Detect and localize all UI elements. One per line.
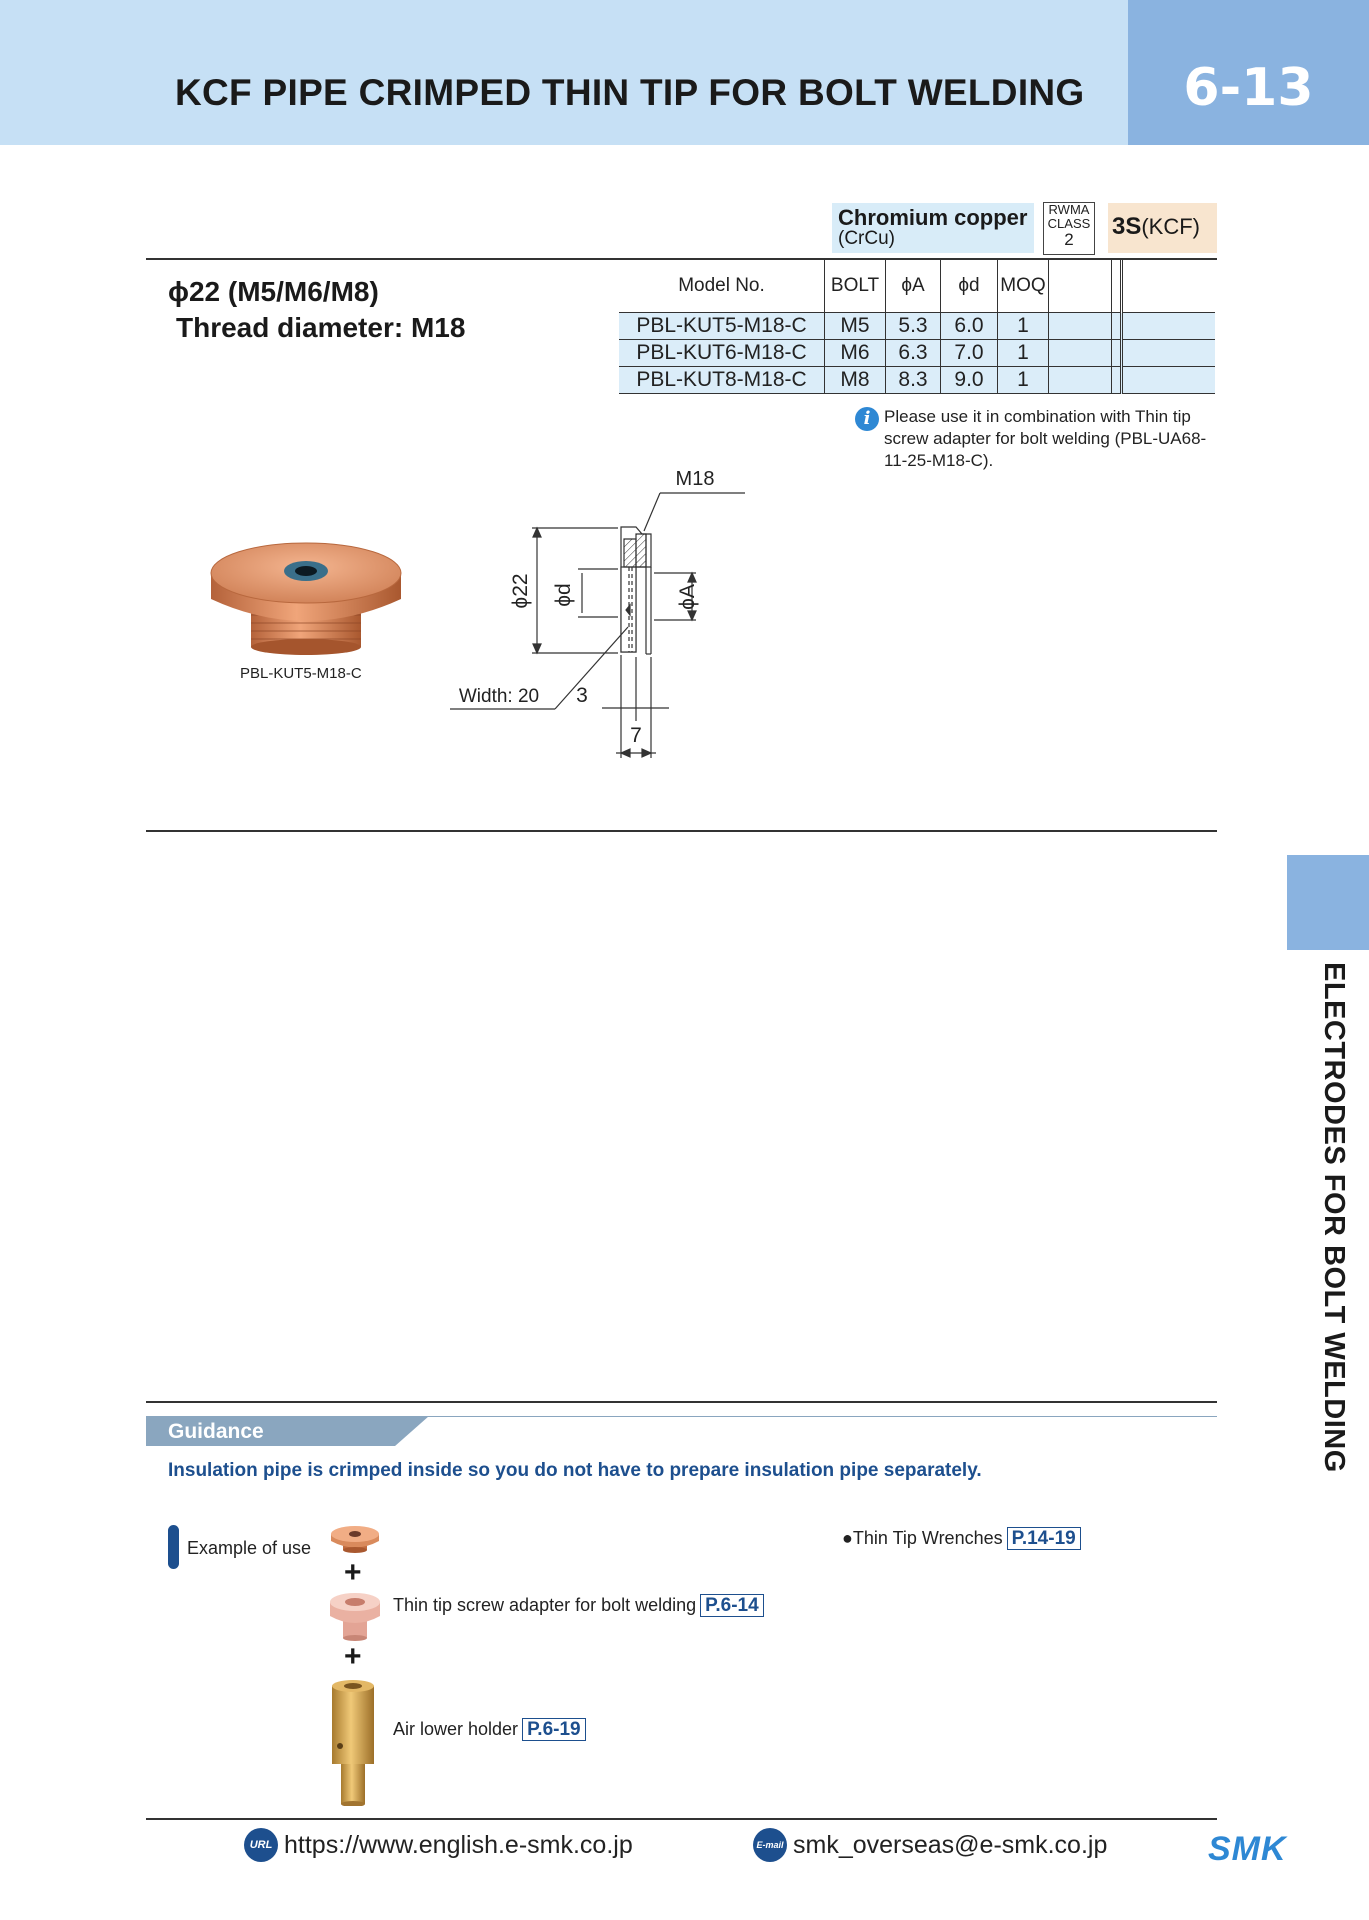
guidance-text: Insulation pipe is crimped inside so you do not have to prepare insulation pipe separately.: [168, 1460, 982, 1481]
plus-sign: +: [344, 1640, 362, 1673]
col-blank-1: [1049, 260, 1112, 313]
product-subtitle: Thread diameter: M18: [176, 312, 466, 343]
col-blank-3: [1122, 260, 1216, 313]
cell-bolt: M5: [825, 313, 886, 340]
cell-blank: [1112, 367, 1122, 394]
technical-drawing: [440, 455, 760, 775]
usage-note: Please use it in combination with Thin tip screw adapter for bolt welding (PBL-UA68-11-25-M18-C).: [884, 407, 1207, 470]
example-bar: [168, 1525, 179, 1569]
footer-mail-row: [753, 1828, 1107, 1862]
page-number: 6-13: [1183, 58, 1314, 118]
footer-url-row: [244, 1828, 633, 1862]
example-label: Example of use: [187, 1538, 312, 1558]
class-label: CLASS: [1047, 216, 1091, 231]
spec-table: [619, 260, 1215, 394]
cell-moq: 1: [998, 340, 1049, 367]
adapter-label-row: [393, 1594, 764, 1617]
holder-label: Air lower holder: [393, 1719, 519, 1739]
email-icon: E-mail: [753, 1828, 787, 1862]
rwma-class-value: 2: [1064, 230, 1074, 249]
col-bolt: BOLT: [825, 260, 886, 313]
rwma-label: RWMA: [1048, 202, 1090, 217]
table-row: [619, 367, 1215, 394]
col-blank-2: [1112, 260, 1122, 313]
holder-page-ref[interactable]: P.6-19: [522, 1718, 586, 1741]
adapter-page-ref[interactable]: P.6-14: [700, 1594, 764, 1617]
dim-3-label: 3: [576, 684, 588, 707]
cell-d: 7.0: [941, 340, 998, 367]
grade-suffix: (KCF): [1141, 214, 1201, 239]
side-tab-block: [1287, 855, 1369, 950]
cell-moq: 1: [998, 367, 1049, 394]
outer-diameter-label: ϕ22: [509, 573, 532, 609]
cell-blank: [1112, 340, 1122, 367]
thin-tip-image: [328, 1524, 382, 1556]
bore-diameter-label: ϕd: [552, 583, 575, 607]
cell-model: PBL-KUT6-M18-C: [619, 340, 825, 367]
info-icon: i: [855, 407, 879, 431]
cell-a: 8.3: [886, 367, 941, 394]
wrench-label: ●Thin Tip Wrenches: [842, 1528, 1003, 1548]
adapter-label: Thin tip screw adapter for bolt welding: [393, 1595, 697, 1615]
cell-blank: [1049, 313, 1112, 340]
holder-label-row: [393, 1718, 586, 1741]
product-title: ϕ22 (M5/M6/M8): [168, 276, 379, 307]
email-link[interactable]: smk_overseas@e-smk.co.jp: [793, 1830, 1108, 1859]
dim-7-label: 7: [630, 724, 642, 747]
col-a: ϕA: [886, 260, 941, 313]
cell-bolt: M8: [825, 367, 886, 394]
material-name: Chromium copper: [838, 205, 1028, 230]
brand-logo: SMK: [1208, 1830, 1287, 1868]
cell-blank: [1122, 313, 1216, 340]
side-tab-label: ELECTRODES FOR BOLT WELDING: [1318, 962, 1350, 1473]
plus-sign: +: [344, 1556, 362, 1589]
cell-blank: [1049, 340, 1112, 367]
cell-model: PBL-KUT5-M18-C: [619, 313, 825, 340]
material-symbol: (CrCu): [838, 228, 895, 249]
cell-blank: [1122, 340, 1216, 367]
wrench-page-ref[interactable]: P.14-19: [1007, 1527, 1081, 1550]
guidance-label: Guidance: [168, 1420, 264, 1443]
section-bottom-rule: [146, 830, 1217, 832]
thread-label: M18: [675, 468, 715, 490]
table-row: [619, 340, 1215, 367]
grade-label: [1112, 213, 1200, 241]
tip-diameter-label: ϕA: [676, 584, 699, 610]
guidance-top-rule: [146, 1401, 1217, 1403]
wrench-row: [842, 1527, 1081, 1550]
cell-blank: [1049, 367, 1112, 394]
cell-a: 5.3: [886, 313, 941, 340]
col-moq: MOQ: [998, 260, 1049, 313]
cell-bolt: M6: [825, 340, 886, 367]
page-title: KCF PIPE CRIMPED THIN TIP FOR BOLT WELDING: [175, 72, 1085, 113]
table-row: [619, 313, 1215, 340]
air-lower-holder-image: [328, 1678, 378, 1806]
cell-d: 9.0: [941, 367, 998, 394]
cell-moq: 1: [998, 313, 1049, 340]
width-label: Width: 20: [458, 686, 540, 707]
cell-d: 6.0: [941, 313, 998, 340]
grade-value: 3S: [1112, 213, 1142, 240]
col-d: ϕd: [941, 260, 998, 313]
rwma-class-badge: [1043, 202, 1095, 255]
url-icon: URL: [244, 1828, 278, 1862]
photo-caption: PBL-KUT5-M18-C: [240, 665, 362, 682]
website-link[interactable]: https://www.english.e-smk.co.jp: [284, 1830, 633, 1859]
col-model: Model No.: [678, 275, 765, 296]
cell-a: 6.3: [886, 340, 941, 367]
cell-blank: [1122, 367, 1216, 394]
cell-model: PBL-KUT8-M18-C: [619, 367, 825, 394]
cell-blank: [1112, 313, 1122, 340]
screw-adapter-image: [326, 1590, 384, 1642]
footer-rule: [146, 1818, 1217, 1820]
product-photo: [205, 535, 405, 655]
